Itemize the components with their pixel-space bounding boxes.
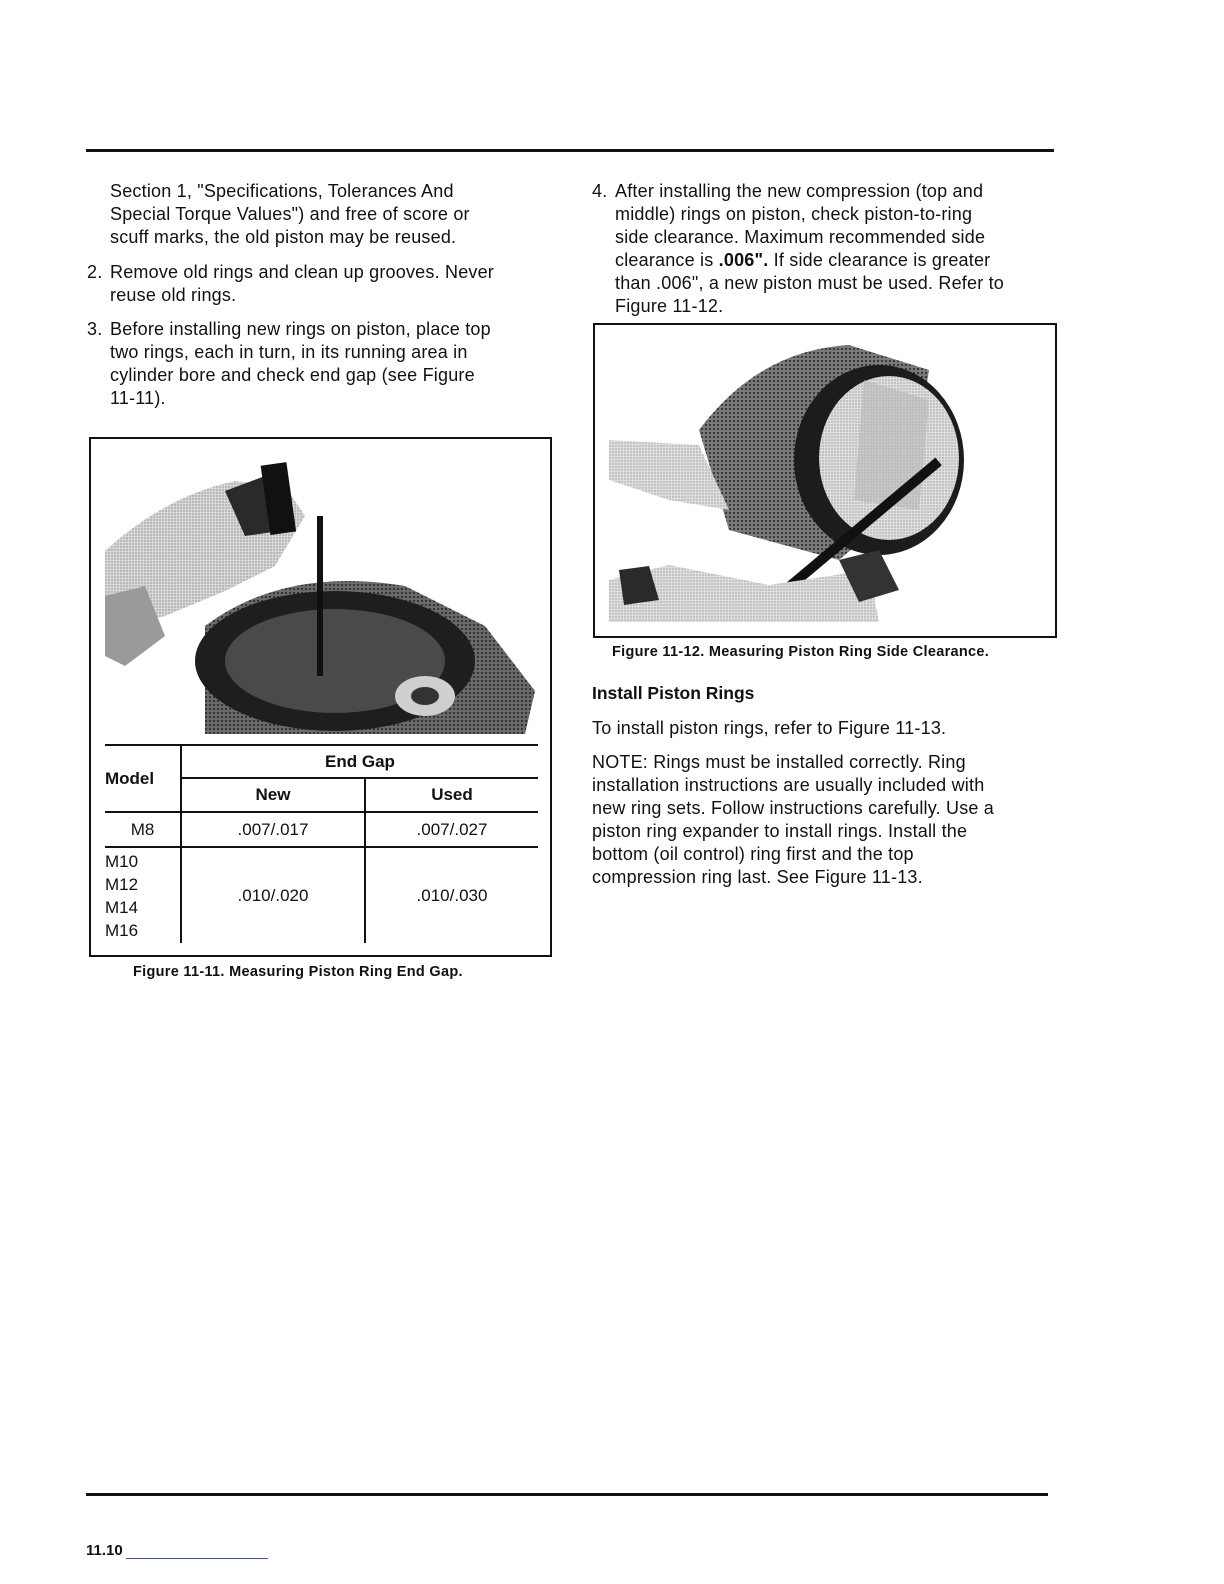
- text-line: cylinder bore and check end gap (see Figure: [110, 365, 475, 385]
- install-piston-rings-heading: Install Piston Rings: [592, 683, 755, 703]
- text-line: installation instructions are usually included with: [592, 775, 985, 795]
- text-line: piston ring expander to install rings. Install the: [592, 821, 968, 841]
- model-name: M16: [105, 920, 139, 940]
- new-gap-cell: .010/.020: [181, 847, 365, 943]
- model-name: M10: [105, 851, 139, 871]
- clearance-value: .006".: [718, 250, 769, 270]
- text-line: Before installing new rings on piston, place top: [110, 319, 491, 339]
- end-gap-header: End Gap: [181, 745, 538, 778]
- text-line: Special Torque Values") and free of score or: [110, 204, 470, 224]
- model-name: M14: [105, 897, 139, 917]
- text-line: reuse old rings.: [110, 285, 237, 305]
- text-line: side clearance. Maximum recommended side: [615, 227, 986, 247]
- step-number: 2.: [87, 262, 103, 282]
- step-number: 3.: [87, 319, 103, 339]
- figure-11-12-caption: Figure 11-12. Measuring Piston Ring Side Clearance.: [612, 644, 990, 660]
- model-name: M12: [105, 874, 139, 894]
- note-paragraph: [592, 751, 1042, 889]
- text-line: Remove old rings and clean up grooves. Never: [110, 262, 495, 282]
- text-line: bottom (oil control) ring first and the top: [592, 844, 914, 864]
- text-line: two rings, each in turn, in its running area in: [110, 342, 468, 362]
- model-cell: [105, 847, 181, 943]
- step-2: [87, 261, 547, 307]
- text-line: scuff marks, the old piston may be reused.: [110, 227, 457, 247]
- text-line: NOTE: Rings must be installed correctly. Ring: [592, 752, 966, 772]
- end-gap-photo: [105, 456, 542, 734]
- step-4: [592, 180, 1052, 320]
- text-run: If side clearance is greater: [768, 250, 991, 270]
- install-intro: To install piston rings, refer to Figure 11-13.: [592, 718, 947, 738]
- bottom-rule: [86, 1493, 1048, 1496]
- side-clearance-photo: [609, 340, 1034, 622]
- step-3: [87, 318, 547, 410]
- model-header: Model: [105, 745, 181, 812]
- text-line: compression ring last. See Figure 11-13.: [592, 867, 923, 887]
- text-line: new ring sets. Follow instructions carefully. Use a: [592, 798, 995, 818]
- intro-paragraph: [110, 180, 540, 249]
- used-gap-cell: .010/.030: [416, 885, 488, 905]
- text-line: than .006", a new piston must be used. Refer to: [615, 273, 1005, 293]
- text-line: After installing the new compression (top and: [615, 181, 984, 201]
- new-header: New: [181, 778, 365, 812]
- figure-11-11-caption: Figure 11-11. Measuring Piston Ring End Gap.: [133, 964, 463, 980]
- used-gap-cell: .007/.027: [365, 812, 538, 847]
- top-rule: [86, 149, 1054, 152]
- end-gap-table: [105, 744, 538, 943]
- text-line: Figure 11-12.: [615, 296, 724, 316]
- page-number: 11.10: [86, 1542, 123, 1559]
- step-number: 4.: [592, 181, 608, 201]
- link-underline: [126, 1558, 268, 1559]
- text-line: 11-11).: [110, 388, 166, 408]
- model-cell: M8: [105, 812, 181, 847]
- text-line: middle) rings on piston, check piston-to-ring: [615, 204, 973, 224]
- new-gap-cell: .007/.017: [181, 812, 365, 847]
- used-header: Used: [365, 778, 538, 812]
- text-line: [615, 249, 1004, 272]
- text-run: clearance is: [615, 250, 719, 270]
- text-line: Section 1, "Specifications, Tolerances And: [110, 181, 454, 201]
